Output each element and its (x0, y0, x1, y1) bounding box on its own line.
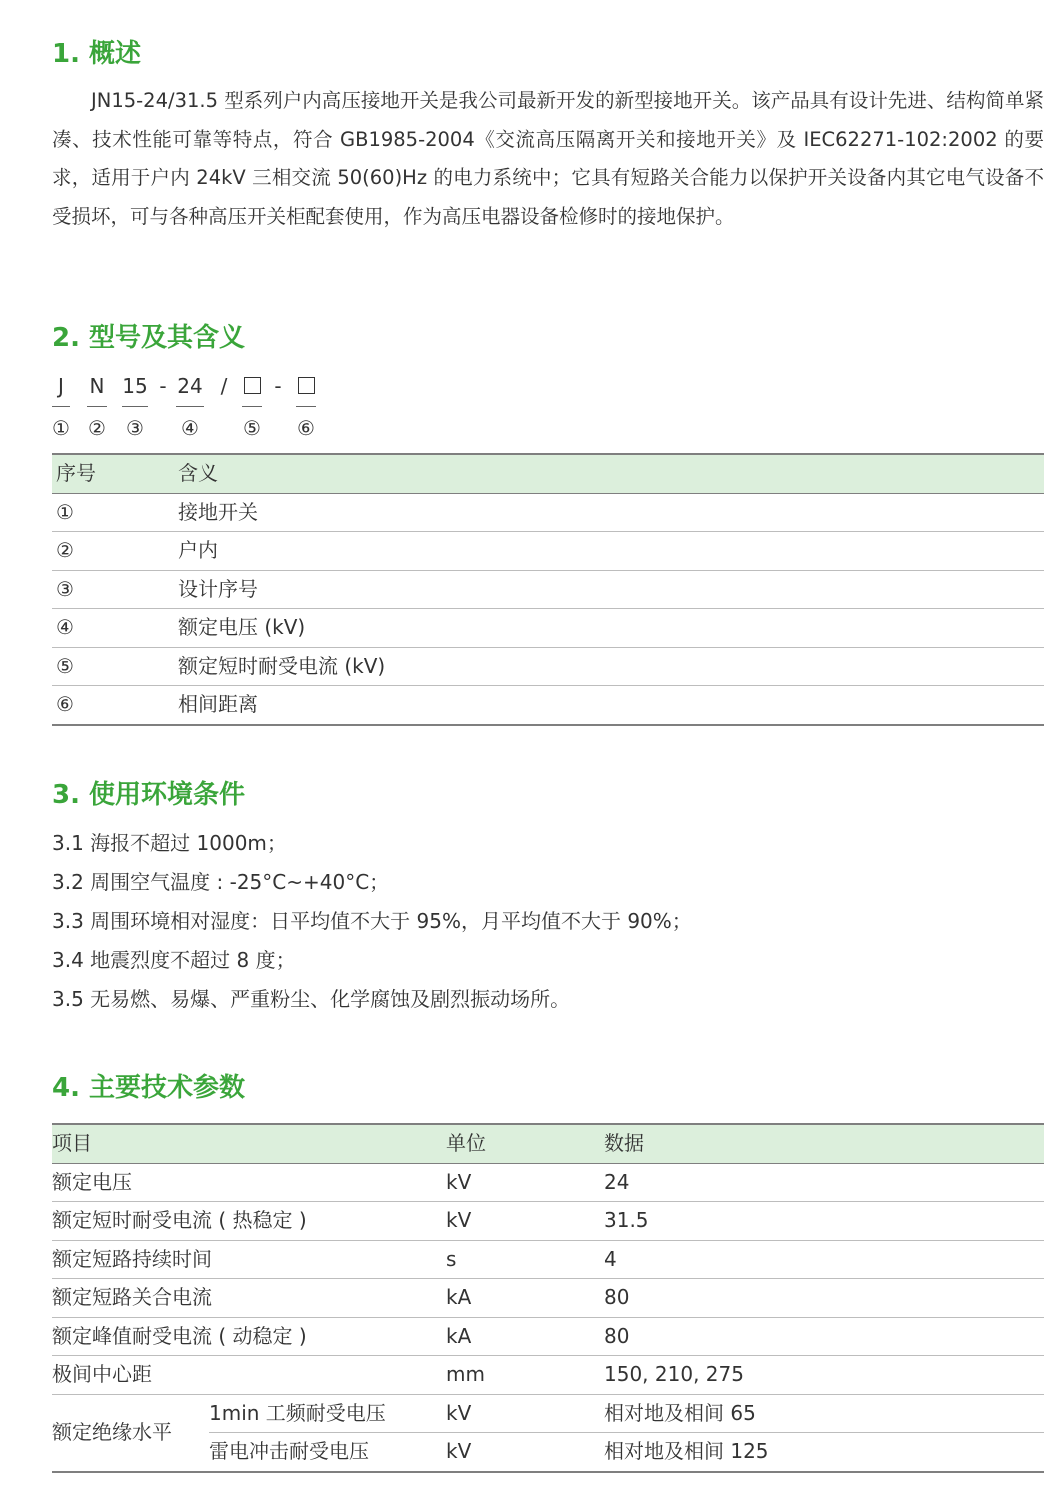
table-row (52, 1394, 1044, 1433)
param-item: 额定短路持续时间 (52, 1240, 446, 1279)
param-item: 额定短路关合电流 (52, 1279, 446, 1318)
row-meaning: 相间距离 (178, 686, 1044, 725)
param-item: 额定电压 (52, 1163, 446, 1202)
row-meaning: 接地开关 (178, 493, 1044, 532)
table-row (52, 1163, 1044, 1202)
param-value: 150, 210, 275 (604, 1356, 1044, 1395)
param-unit: kV (446, 1163, 604, 1202)
row-index: ② (52, 532, 178, 571)
param-value: 4 (604, 1240, 1044, 1279)
model-meaning-table (52, 453, 1044, 726)
code-number-5: ⑤ (243, 416, 261, 440)
header-meaning: 含义 (178, 454, 1044, 493)
param-unit: kV (446, 1202, 604, 1241)
row-index: ④ (52, 609, 178, 648)
tech-params-table (52, 1123, 1044, 1473)
code-separator-3: - (274, 374, 282, 398)
table-row (52, 570, 1044, 609)
table-row (52, 1240, 1044, 1279)
param-value: 相对地及相间 125 (604, 1433, 1044, 1472)
param-unit: kV (446, 1394, 604, 1433)
section-1-title: 1. 概述 (52, 39, 142, 69)
condition-item: 3.5 无易燃、易爆、严重粉尘、化学腐蚀及剧烈振动场所。 (52, 987, 571, 1011)
param-value: 相对地及相间 65 (604, 1394, 1044, 1433)
param-value: 24 (604, 1163, 1044, 1202)
blank-box-icon (244, 377, 261, 394)
param-unit: kA (446, 1317, 604, 1356)
row-meaning: 额定电压 (kV) (178, 609, 1044, 648)
table-row (52, 1279, 1044, 1318)
table-row (52, 1202, 1044, 1241)
row-meaning: 额定短时耐受电流 (kV) (178, 647, 1044, 686)
insulation-sub-item: 1min 工频耐受电压 (209, 1394, 446, 1433)
param-value: 80 (604, 1317, 1044, 1356)
param-item: 极间中心距 (52, 1356, 446, 1395)
code-part-3: 15 (122, 372, 148, 400)
code-separator-2: / (220, 374, 228, 398)
code-number-4: ④ (181, 416, 199, 440)
param-unit: mm (446, 1356, 604, 1395)
insulation-label: 额定绝缘水平 (52, 1394, 209, 1472)
param-value: 80 (604, 1279, 1044, 1318)
code-part-1: J (52, 372, 70, 400)
param-unit: s (446, 1240, 604, 1279)
condition-item: 3.2 周围空气温度 : -25°C~+40°C； (52, 870, 390, 894)
row-index: ⑤ (52, 647, 178, 686)
table-row (52, 609, 1044, 648)
code-part-5 (242, 372, 262, 400)
section-3-title: 3. 使用环境条件 (52, 780, 246, 810)
condition-item: 3.3 周围环境相对湿度：日平均值不大于 95%，月平均值不大于 90%； (52, 909, 692, 933)
param-item: 额定短时耐受电流 ( 热稳定 ) (52, 1202, 446, 1241)
insulation-sub-item: 雷电冲击耐受电压 (209, 1433, 446, 1472)
table-row (52, 532, 1044, 571)
table-row (52, 647, 1044, 686)
param-unit: kV (446, 1433, 604, 1472)
code-part-6 (296, 372, 316, 400)
header-item: 项目 (52, 1124, 446, 1163)
table-row (52, 1356, 1044, 1395)
table-header-row (52, 454, 1044, 493)
section-2-title: 2. 型号及其含义 (52, 323, 246, 353)
header-value: 数据 (604, 1124, 1044, 1163)
row-meaning: 设计序号 (178, 570, 1044, 609)
header-unit: 单位 (446, 1124, 604, 1163)
blank-box-icon (298, 377, 315, 394)
code-number-1: ① (52, 416, 70, 440)
code-separator-1: - (159, 374, 167, 398)
row-index: ① (52, 493, 178, 532)
param-value: 31.5 (604, 1202, 1044, 1241)
table-header-row (52, 1124, 1044, 1163)
code-part-4: 24 (176, 372, 204, 400)
row-index: ③ (52, 570, 178, 609)
condition-item: 3.1 海报不超过 1000m； (52, 831, 287, 855)
row-meaning: 户内 (178, 532, 1044, 571)
header-index: 序号 (52, 454, 178, 493)
model-code (52, 372, 352, 442)
condition-item: 3.4 地震烈度不超过 8 度； (52, 948, 296, 972)
table-row (52, 1317, 1044, 1356)
section-1-paragraph: JN15-24/31.5 型系列户内高压接地开关是我公司最新开发的新型接地开关。该产品具有设计先进、结构简单紧凑、技术性能可靠等特点，符合 GB1985-2004《交流高压隔离开关和接地开关》及 IEC62271-102:2002 的要求，适用于户内 24kV 三相交流 50(60)Hz 的电力系统中；它具有短路关合能力以保护开关设备内其它电气设备不受损坏，可与各种高压开关柜配套使用，作为高压电器设备检修时的接地保护。 (52, 89, 1044, 228)
code-part-2: N (86, 372, 108, 400)
table-row (52, 493, 1044, 532)
param-unit: kA (446, 1279, 604, 1318)
table-row (52, 686, 1044, 725)
code-number-3: ③ (126, 416, 144, 440)
code-number-2: ② (88, 416, 106, 440)
code-number-6: ⑥ (297, 416, 315, 440)
param-item: 额定峰值耐受电流 ( 动稳定 ) (52, 1317, 446, 1356)
row-index: ⑥ (52, 686, 178, 725)
section-4-title: 4. 主要技术参数 (52, 1073, 246, 1103)
